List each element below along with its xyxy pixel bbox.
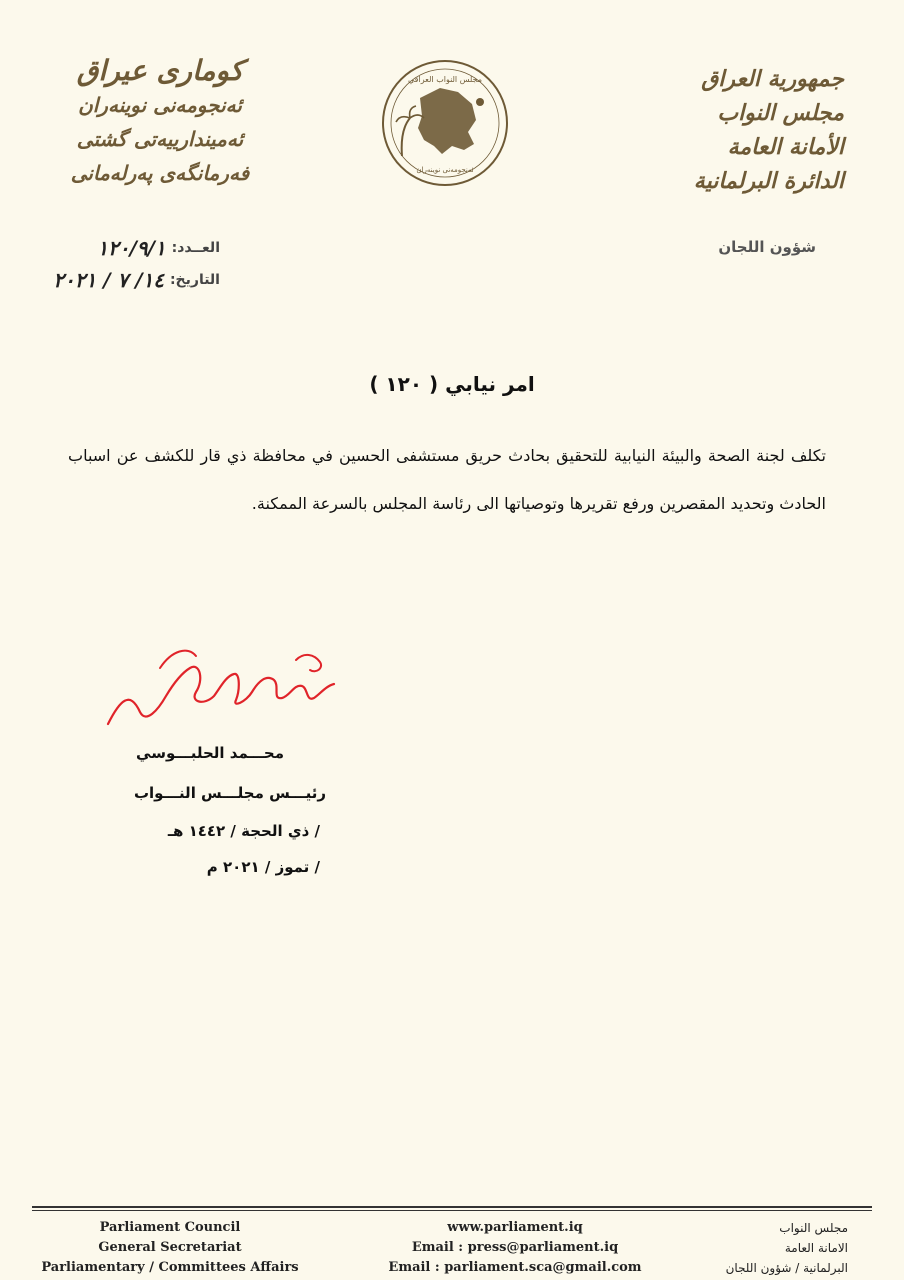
header-kurdish-line: ئه‌نجومه‌نی نوینه‌ران: [78, 93, 242, 117]
date-row: [40, 264, 220, 296]
header-kurdish-line: كوماری عیراق: [76, 54, 244, 87]
header-kurdish-line: ئه‌میندارییه‌تی گشتی: [76, 127, 244, 151]
footer-committees-email-link[interactable]: Email : parliament.sca@gmail.com: [388, 1260, 642, 1275]
reference-block: [40, 232, 220, 296]
footer-contacts: [370, 1218, 660, 1278]
footer-english-line: Parliamentary / Committees Affairs: [41, 1260, 299, 1275]
order-title: امر نيابي ( ١٢٠ ): [369, 372, 535, 396]
header-arabic-line: جمهورية العراق: [701, 66, 844, 92]
header-arabic-line: مجلس النواب: [717, 100, 844, 126]
footer-arabic-line: الامانة العامة: [784, 1241, 848, 1255]
number-row: [40, 232, 220, 264]
footer-english: [20, 1218, 320, 1278]
footer-divider: [32, 1206, 872, 1208]
number-label: العــدد:: [171, 240, 220, 256]
header-kurdish-line: فه‌رمانگه‌ی په‌رله‌مانی: [70, 161, 250, 185]
footer-english-line: Parliament Council: [99, 1220, 241, 1235]
header-arabic: [654, 62, 844, 198]
footer-arabic-line: البرلمانية / شؤون اللجان: [725, 1261, 848, 1275]
gregorian-date: / تموز / ٢٠٢١ م: [206, 858, 320, 876]
footer-english-line: General Secretariat: [98, 1240, 242, 1255]
parliament-seal: [380, 58, 510, 188]
date-value: ١٤/ ٧ / ٢٠٢١: [53, 268, 164, 292]
footer-website-link[interactable]: www.parliament.iq: [447, 1220, 583, 1235]
footer-divider-thin: [32, 1210, 872, 1211]
footer-arabic: [698, 1218, 848, 1278]
signatory-title: رئيـــس مجلـــس النـــواب: [133, 784, 327, 802]
header-arabic-line: الأمانة العامة: [727, 134, 844, 160]
signatory-name: محـــمد الحلبـــوسي: [136, 744, 284, 762]
header-kurdish: [60, 54, 260, 190]
seal-bottom-text: ئه‌نجومه‌نی نوینه‌ران: [416, 166, 474, 174]
date-label: التاريخ:: [169, 272, 220, 288]
header-arabic-line: الدائرة البرلمانية: [693, 168, 844, 194]
footer-arabic-line: مجلس النواب: [779, 1221, 848, 1235]
seal-top-text: مجلس النواب العراقي: [408, 75, 482, 84]
department-label: شؤون اللجان: [718, 238, 816, 256]
number-value: ١٢٠/٩/١: [97, 236, 166, 260]
handwritten-signature: [100, 640, 340, 740]
order-body: تكلف لجنة الصحة والبيئة النيابية للتحقيق بحادث حريق مستشفى الحسين في محافظة ذي قار للكشف عن اسباب الحادث وتحديد المقصرين ورفع تقريرها وتوصياتها الى رئاسة المجلس بالسرعة الممكنة.: [68, 446, 826, 513]
hijri-date: / ذي الحجة / ١٤٤٢ هـ: [167, 822, 320, 840]
footer-press-email-link[interactable]: Email : press@parliament.iq: [411, 1240, 619, 1255]
